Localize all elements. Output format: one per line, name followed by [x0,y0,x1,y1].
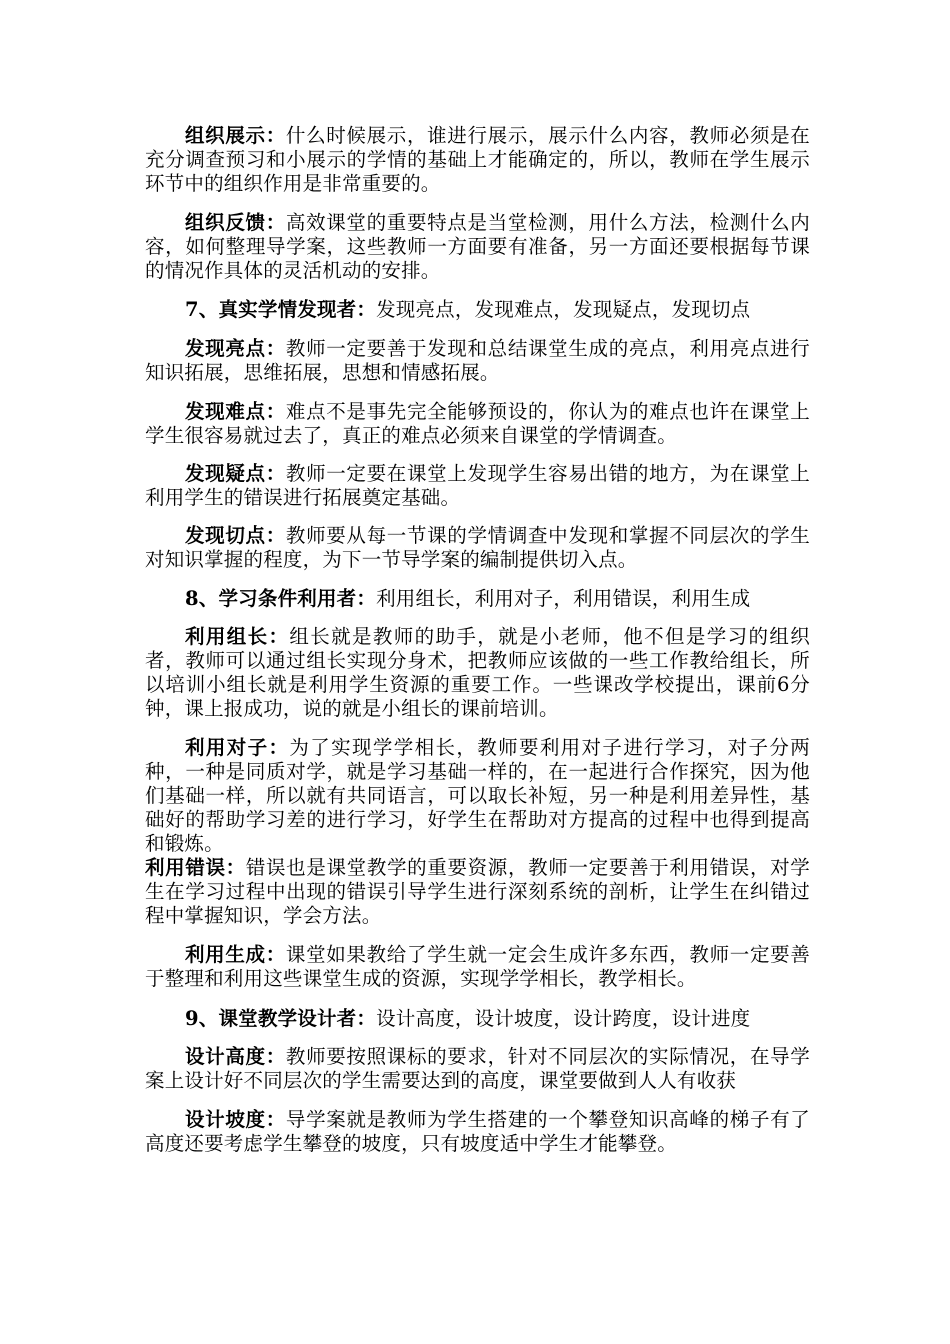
paragraph-text: 什么时候展示，谁进行展示，展示什么内容，教师必须是在充分调查预习和小展示的学情的基础上才能确定的，所以，教师在学生展示环节中的组织作用是非常重要的。 [145,124,810,195]
paragraph-organize-feedback [145,211,810,283]
paragraph-design-slope [145,1108,810,1156]
paragraph-text: 教师一定要在课堂上发现学生容易出错的地方，为在课堂上利用学生的错误进行拓展奠定基础。 [145,462,810,509]
paragraph-use-group-leaders [145,625,810,721]
paragraph-text: 教师一定要善于发现和总结课堂生成的亮点，利用亮点进行知识拓展，思维拓展，思想和情感拓展。 [145,337,810,384]
term-label: 利用生成： [185,943,286,966]
section-heading-8 [145,587,810,611]
paragraph-text: 导学案就是教师为学生搭建的一个攀登知识高峰的梯子有了高度还要考虑学生攀登的坡度，只有坡度适中学生才能攀登。 [145,1108,810,1155]
term-label: 组织展示： [185,124,286,147]
paragraph-find-doubts [145,462,810,510]
section-heading-7 [145,298,810,322]
term-label: 组织反馈： [185,211,286,234]
heading-text: 发现亮点，发现难点，发现疑点，发现切点 [376,298,751,321]
term-label: 发现亮点： [185,337,286,360]
heading-label: 9、课堂教学设计者： [185,1007,377,1030]
term-label: 利用对子： [185,736,290,759]
paragraph-text: 组长就是教师的助手，就是小老师，他不但是学习的组织者，教师可以通过组长实现分身术，把教师应该做的一些工作教给组长，所以培训小组长就是利用学生资源的重要工作。一些课改学校提出，课前6分钟，课上报成功，说的就是小组长的课前培训。 [145,625,810,720]
paragraph-use-pairs [145,736,810,856]
term-label: 发现难点： [185,400,286,423]
paragraph-text: 课堂如果教给了学生就一定会生成许多东西，教师一定要善于整理和利用这些课堂生成的资源，实现学学相长，教学相长。 [145,943,810,990]
term-label: 设计高度： [185,1045,286,1068]
paragraph-find-highlights [145,337,810,385]
paragraph-find-difficulties [145,400,810,448]
paragraph-organize-display [145,124,810,196]
paragraph-text: 高效课堂的重要特点是当堂检测，用什么方法，检测什么内容，如何整理导学案，这些教师一方面要有准备，另一方面还要根据每节课的情况作具体的灵活机动的安排。 [145,211,810,282]
term-label: 利用组长： [185,625,290,648]
paragraph-text: 教师要从每一节课的学情调查中发现和掌握不同层次的学生对知识掌握的程度，为下一节导学案的编制提供切入点。 [145,524,810,571]
paragraph-text: 错误也是课堂教学的重要资源，教师一定要善于利用错误，对学生在学习过程中出现的错误引导学生进行深刻系统的剖析，让学生在纠错过程中掌握知识，学会方法。 [145,856,810,927]
heading-text: 设计高度，设计坡度，设计跨度，设计进度 [376,1007,751,1030]
paragraph-text: 教师要按照课标的要求，针对不同层次的实际情况，在导学案上设计好不同层次的学生需要达到的高度，课堂要做到人人有收获 [145,1045,810,1092]
paragraph-use-generation [145,943,810,991]
paragraph-use-errors [145,856,810,928]
term-label: 利用错误： [145,856,246,879]
term-label: 发现切点： [185,524,286,547]
term-label: 发现疑点： [185,462,286,485]
term-label: 设计坡度： [185,1108,286,1131]
paragraph-design-height [145,1045,810,1093]
heading-label: 8、学习条件利用者： [185,587,377,610]
section-heading-9 [145,1007,810,1031]
paragraph-text: 难点不是事先完全能够预设的，你认为的难点也许在课堂上学生很容易就过去了，真正的难点必须来自课堂的学情调查。 [145,400,810,447]
paragraph-text: 为了实现学学相长，教师要利用对子进行学习，对子分两种，一种是同质对学，就是学习基础一样的，在一起进行合作探究，因为他们基础一样，所以就有共同语言，可以取长补短，另一种是利用差异性，基础好的帮助学习差的进行学习，好学生在帮助对方提高的过程中也得到提高和锻炼。 [145,736,810,855]
heading-text: 利用组长，利用对子，利用错误，利用生成 [376,587,751,610]
heading-label: 7、真实学情发现者： [185,298,377,321]
paragraph-find-entry-points [145,524,810,572]
